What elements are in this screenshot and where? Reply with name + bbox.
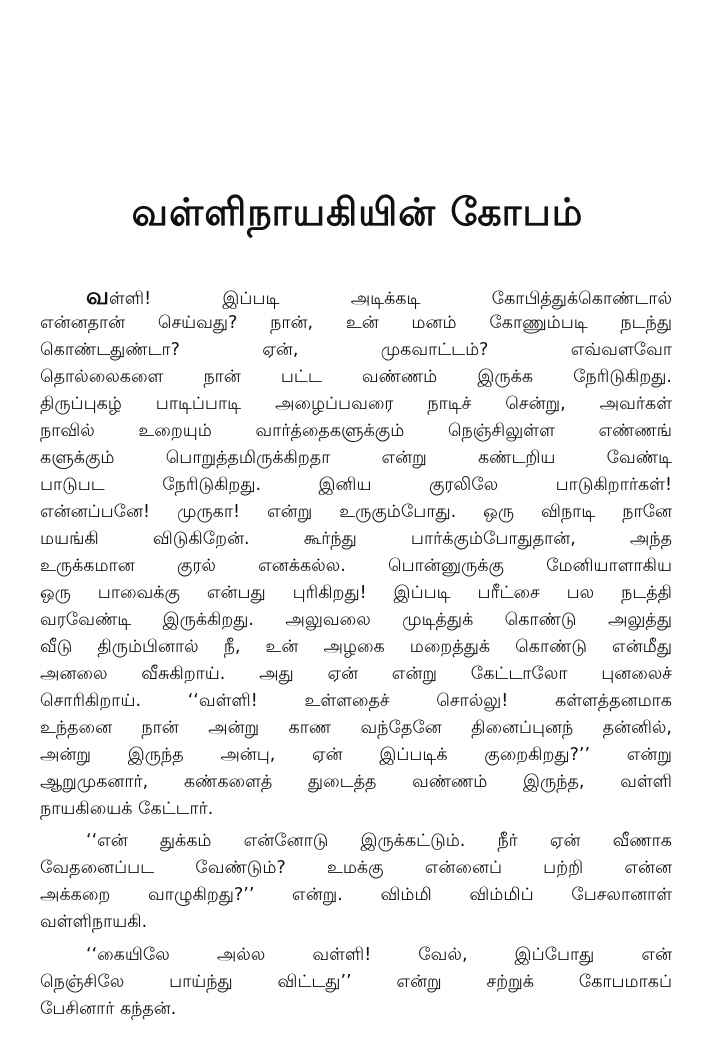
text-line: அக்கறை வாழுகிறது?’’ என்று. விம்மி விம்மிப் பேசலானாள்: [40, 885, 672, 905]
text-line: திருப்புகழ் பாடிப்பாடி அழைப்பவரை நாடிச் சென்று, அவர்கள்: [40, 394, 672, 414]
text-line: உந்தனை நான் அன்று காண வந்தேனே தினைப்புனந் தன்னில்,: [40, 718, 672, 738]
text-line: வரவேண்டி இருக்கிறது. அலுவலை முடித்துக் கொண்டு அலுத்து: [40, 610, 672, 630]
text-line: அன்று இருந்த அன்பு, ஏன் இப்படிக் குறைகிறது?’’ என்று: [40, 745, 672, 765]
line-text: ள்ளி! இப்படி அடிக்கடி கோபித்துக்கொண்டால்: [108, 289, 672, 309]
text-line: வள்ளிநாயகி.: [40, 912, 148, 932]
text-line: [40, 283, 672, 310]
drop-cap: வ: [86, 282, 109, 310]
text-line: என்னதான் செய்வது? நான், உன் மனம் கோணும்படி நடந்து: [40, 313, 672, 333]
text-line: சொரிகிறாய். ‘‘வள்ளி! உள்ளதைச் சொல்லு! கள்ளத்தனமாக: [40, 691, 672, 711]
text-line: நெஞ்சிலே பாய்ந்து விட்டது’’ என்று சற்றுக் கோபமாகப்: [40, 972, 672, 992]
text-line: மயங்கி விடுகிறேன். கூர்ந்து பார்க்கும்போதுதான், அந்த: [40, 529, 672, 549]
paragraph-1: [40, 283, 672, 823]
text-line: நாயகியைக் கேட்டார்.: [40, 799, 214, 819]
text-line: என்னப்பனே! முருகா! என்று உருகும்போது. ஒரு விநாடி நானே: [40, 502, 672, 522]
text-line: அனலை வீசுகிறாய். அது ஏன் என்று கேட்டாலோ புனலைச்: [40, 664, 672, 684]
text-line: வீடு திரும்பினால் நீ, உன் அழகை மறைத்துக் கொண்டு என்மீது: [40, 637, 672, 657]
paragraph-3: [40, 942, 672, 1023]
text-line: நாவில் உறையும் வார்த்தைகளுக்கும் நெஞ்சிலுள்ள எண்ணங்: [40, 421, 672, 441]
text-line: தொல்லைகளை நான் பட்ட வண்ணம் இருக்க நேரிடுகிறது.: [40, 367, 672, 387]
text-line: ஆறுமுகனார், கண்களைத் துடைத்த வண்ணம் இருந்த, வள்ளி: [40, 772, 672, 792]
text-line: களுக்கும் பொறுத்தமிருக்கிறதா என்று கண்டறிய வேண்டி: [40, 448, 672, 468]
text-line: உருக்கமான குரல் எனக்கல்ல. பொன்னுருக்கு மேனியாளாகிய: [40, 556, 672, 576]
text-line: ‘‘கையிலே அல்ல வள்ளி! வேல், இப்போது என்: [86, 945, 672, 965]
chapter-title: வள்ளிநாயகியின் கோபம்: [131, 190, 584, 234]
text-line: ஒரு பாவைக்கு என்பது புரிகிறது! இப்படி பரீட்சை பல நடத்தி: [40, 583, 672, 603]
text-line: ‘‘என் துக்கம் என்னோடு இருக்கட்டும். நீர் ஏன் வீணாக: [86, 831, 672, 851]
text-line: கொண்டதுண்டா? ஏன், முகவாட்டம்? எவ்வளவோ: [40, 340, 672, 360]
text-line: பேசினார் கந்தன்.: [40, 999, 177, 1019]
text-line: பாடுபட நேரிடுகிறது. இனிய குரலிலே பாடுகிறார்கள்!: [40, 475, 672, 495]
paragraph-2: [40, 828, 672, 936]
text-line: வேதனைப்பட வேண்டும்? உமக்கு என்னைப் பற்றி என்ன: [40, 858, 672, 878]
